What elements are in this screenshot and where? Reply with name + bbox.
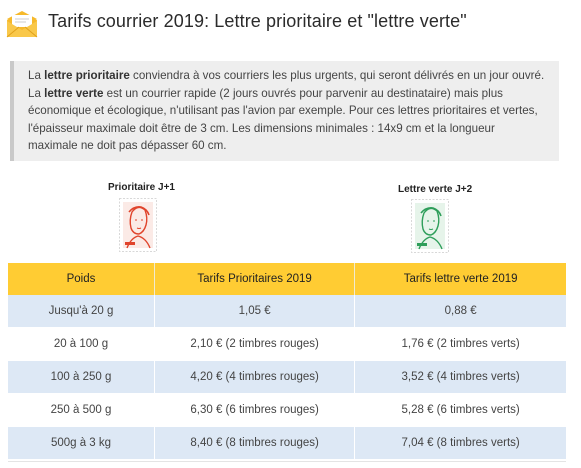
table-cell-poids: Jusqu'à 20 g <box>8 295 154 328</box>
table-cell-poids: 100 à 250 g <box>8 361 154 394</box>
info-line-3: économique et écologique, n'utilisant pas l'avion par exemple. Pour ces lettres prioritaires et vertes, <box>28 104 538 118</box>
info-line-2: La lettre verte est un courrier rapide (2 jours ouvrés pour parvenir au destinataire) mais plus <box>28 86 503 100</box>
table-row <box>8 295 566 328</box>
table-cell-poids: 500g à 3 kg <box>8 427 154 460</box>
prioritaire-stamp-label: Prioritaire J+1 <box>108 182 175 193</box>
table-header-row <box>8 263 566 295</box>
tarifs-table <box>8 263 566 460</box>
table-row <box>8 427 566 460</box>
table-cell-poids: 250 à 500 g <box>8 394 154 427</box>
table-row <box>8 328 566 361</box>
prioritaire-stamp-image <box>119 198 157 252</box>
table-cell-verte: 5,28 € (6 timbres verts) <box>355 394 566 427</box>
info-box <box>10 61 559 161</box>
table-cell-verte: 1,76 € (2 timbres verts) <box>355 328 566 361</box>
column-header-poids: Poids <box>8 263 154 295</box>
info-line-5: maximale ne doit pas dépasser 60 cm. <box>28 139 227 153</box>
column-header-verte: Tarifs lettre verte 2019 <box>355 263 566 295</box>
verte-stamp-label: Lettre verte J+2 <box>398 184 473 195</box>
table-cell-prioritaire: 4,20 € (4 timbres rouges) <box>154 361 354 394</box>
lettre-verte-term: lettre verte <box>44 86 104 100</box>
table-cell-verte: 7,04 € (8 timbres verts) <box>355 427 566 460</box>
info-line-4: l'épaisseur maximale doit être de 3 cm. Les dimensions minimales : 14x9 cm et la longueur <box>28 121 495 135</box>
table-cell-poids: 20 à 100 g <box>8 328 154 361</box>
table-row <box>8 394 566 427</box>
page-title: Tarifs courrier 2019: Lettre prioritaire et "lettre verte" <box>48 11 467 31</box>
column-header-prioritaire: Tarifs Prioritaires 2019 <box>154 263 354 295</box>
table-cell-prioritaire: 8,40 € (8 timbres rouges) <box>154 427 354 460</box>
table-cell-verte: 3,52 € (4 timbres verts) <box>355 361 566 394</box>
table-cell-prioritaire: 1,05 € <box>154 295 354 328</box>
page-header <box>0 0 581 48</box>
divider <box>8 461 566 462</box>
table-cell-prioritaire: 2,10 € (2 timbres rouges) <box>154 328 354 361</box>
table-row <box>8 361 566 394</box>
lettre-prioritaire-term: lettre prioritaire <box>44 69 130 82</box>
table-cell-verte: 0,88 € <box>355 295 566 328</box>
table-cell-prioritaire: 6,30 € (6 timbres rouges) <box>154 394 354 427</box>
info-line-1: La lettre prioritaire conviendra à vos courriers les plus urgents, qui seront délivrés en un jour ouvré. <box>28 69 545 82</box>
verte-stamp-image <box>411 199 449 253</box>
envelope-icon <box>6 10 38 38</box>
